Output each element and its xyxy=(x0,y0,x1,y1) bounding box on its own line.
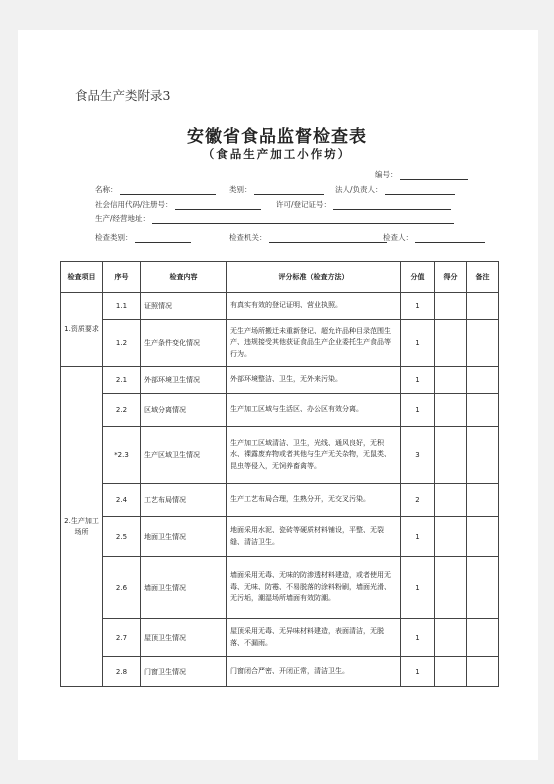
table-row xyxy=(61,657,499,687)
row-score: 1 xyxy=(401,367,435,394)
row-standard: 生产加工区域清洁、卫生，光线、通风良好，无积水、裸露废弃物或者其他与生产无关杂物，无鼠类、昆虫等侵入，无饲养畜禽等。 xyxy=(227,427,401,484)
number-line xyxy=(400,171,468,180)
legal-person-label: 法人/负责人： xyxy=(335,185,383,194)
row-standard: 无生产场所搬迁未重新登记、超允许品种目录范围生产、违规接受其他获证食品生产企业委托生产食品等行为。 xyxy=(227,320,401,367)
row-no: 2.5 xyxy=(103,517,141,557)
row-no: 2.4 xyxy=(103,484,141,517)
row-remarks-cell[interactable] xyxy=(467,367,499,394)
row-no: 2.8 xyxy=(103,657,141,687)
license-field[interactable] xyxy=(276,199,451,210)
row-content: 墙面卫生情况 xyxy=(141,557,227,619)
row-no: 2.1 xyxy=(103,367,141,394)
inspection-agency-label: 检查机关： xyxy=(229,233,267,242)
row-no: 2.7 xyxy=(103,619,141,657)
row-content: 工艺布局情况 xyxy=(141,484,227,517)
row-points-cell[interactable] xyxy=(435,320,467,367)
inspection-agency-field[interactable] xyxy=(229,232,387,243)
row-points-cell[interactable] xyxy=(435,427,467,484)
row-remarks-cell[interactable] xyxy=(467,657,499,687)
row-score: 1 xyxy=(401,394,435,427)
table-row xyxy=(61,517,499,557)
appendix-label: 食品生产类附录3 xyxy=(75,88,171,103)
row-remarks-cell[interactable] xyxy=(467,427,499,484)
inspection-type-label: 检查类别： xyxy=(95,233,133,242)
category-cell: 2.生产加工场所 xyxy=(61,367,103,687)
row-points-cell[interactable] xyxy=(435,394,467,427)
row-score: 1 xyxy=(401,320,435,367)
name-field[interactable] xyxy=(95,184,216,195)
category-cell: 1.资质要求 xyxy=(61,293,103,367)
row-standard: 地面采用水泥、瓷砖等硬质材料铺设，平整、无裂缝、清洁卫生。 xyxy=(227,517,401,557)
row-score: 1 xyxy=(401,293,435,320)
header-standard: 评分标准（检查方法） xyxy=(227,262,401,293)
row-no: 2.6 xyxy=(103,557,141,619)
table-row xyxy=(61,484,499,517)
table-row xyxy=(61,293,499,320)
license-line xyxy=(333,201,451,210)
row-no: *2.3 xyxy=(103,427,141,484)
row-no: 1.2 xyxy=(103,320,141,367)
credit-code-label: 社会信用代码/注册号： xyxy=(95,200,173,209)
row-standard: 有真实有效的登记证明、营业执照。 xyxy=(227,293,401,320)
license-label: 许可/登记证号： xyxy=(276,200,332,209)
header-score: 分值 xyxy=(401,262,435,293)
inspector-field[interactable] xyxy=(383,232,485,243)
row-score: 1 xyxy=(401,657,435,687)
row-content: 屋顶卫生情况 xyxy=(141,619,227,657)
category-label: 类别： xyxy=(229,185,252,194)
row-score: 1 xyxy=(401,557,435,619)
row-points-cell[interactable] xyxy=(435,367,467,394)
row-standard: 墙面采用无毒、无味的防渗透材料建造，或者使用无毒、无味、防霉、不易脱落的涂料粉刷，墙面光滑、无污垢，潮湿场所墙面有效防潮。 xyxy=(227,557,401,619)
inspection-type-field[interactable] xyxy=(95,232,191,243)
row-score: 2 xyxy=(401,484,435,517)
row-content: 生产条件变化情况 xyxy=(141,320,227,367)
row-standard: 屋顶采用无毒、无异味材料建造，表面清洁，无脱落、不漏雨。 xyxy=(227,619,401,657)
row-standard: 门窗闭合严密、开闭正常，清洁卫生。 xyxy=(227,657,401,687)
inspector-label: 检查人： xyxy=(383,233,413,242)
header-category: 检查项目 xyxy=(61,262,103,293)
row-no: 2.2 xyxy=(103,394,141,427)
table-row xyxy=(61,394,499,427)
table-row xyxy=(61,427,499,484)
row-points-cell[interactable] xyxy=(435,657,467,687)
row-remarks-cell[interactable] xyxy=(467,293,499,320)
inspection-type-line xyxy=(135,234,191,243)
name-label: 名称： xyxy=(95,185,118,194)
credit-code-field[interactable] xyxy=(95,199,261,210)
row-points-cell[interactable] xyxy=(435,484,467,517)
header-content: 检查内容 xyxy=(141,262,227,293)
header-no: 序号 xyxy=(103,262,141,293)
row-points-cell[interactable] xyxy=(435,557,467,619)
number-label: 编号： xyxy=(375,170,398,179)
inspector-line xyxy=(415,234,485,243)
document-subtitle: （食品生产加工小作坊） xyxy=(202,147,352,161)
row-standard: 外部环境整洁、卫生，无外来污染。 xyxy=(227,367,401,394)
row-content: 生产区域卫生情况 xyxy=(141,427,227,484)
address-line xyxy=(152,215,454,224)
row-content: 外部环境卫生情况 xyxy=(141,367,227,394)
category-field[interactable] xyxy=(229,184,324,195)
header-points: 得分 xyxy=(435,262,467,293)
document-title: 安徽省食品监督检查表 xyxy=(187,127,367,147)
row-score: 1 xyxy=(401,517,435,557)
inspection-table xyxy=(60,261,499,687)
table-row xyxy=(61,619,499,657)
row-remarks-cell[interactable] xyxy=(467,484,499,517)
credit-code-line xyxy=(175,201,261,210)
table-row xyxy=(61,557,499,619)
row-score: 1 xyxy=(401,619,435,657)
name-line xyxy=(120,186,216,195)
row-remarks-cell[interactable] xyxy=(467,394,499,427)
row-remarks-cell[interactable] xyxy=(467,619,499,657)
row-points-cell[interactable] xyxy=(435,293,467,320)
table-row xyxy=(61,367,499,394)
number-field[interactable] xyxy=(375,169,468,180)
address-field[interactable] xyxy=(95,213,454,224)
row-content: 区域分离情况 xyxy=(141,394,227,427)
row-no: 1.1 xyxy=(103,293,141,320)
row-content: 地面卫生情况 xyxy=(141,517,227,557)
row-points-cell[interactable] xyxy=(435,517,467,557)
legal-person-field[interactable] xyxy=(335,184,455,195)
row-content: 证照情况 xyxy=(141,293,227,320)
row-remarks-cell[interactable] xyxy=(467,320,499,367)
table-header-row xyxy=(61,262,499,293)
row-content: 门窗卫生情况 xyxy=(141,657,227,687)
header-remarks: 备注 xyxy=(467,262,499,293)
address-label: 生产/经营地址： xyxy=(95,214,151,223)
row-points-cell[interactable] xyxy=(435,619,467,657)
row-standard: 生产工艺布局合理，生熟分开，无交叉污染。 xyxy=(227,484,401,517)
table-row xyxy=(61,320,499,367)
row-standard: 生产加工区域与生活区、办公区有效分离。 xyxy=(227,394,401,427)
row-remarks-cell[interactable] xyxy=(467,557,499,619)
row-remarks-cell[interactable] xyxy=(467,517,499,557)
category-line xyxy=(254,186,324,195)
legal-person-line xyxy=(385,186,455,195)
row-score: 3 xyxy=(401,427,435,484)
inspection-agency-line xyxy=(269,234,387,243)
